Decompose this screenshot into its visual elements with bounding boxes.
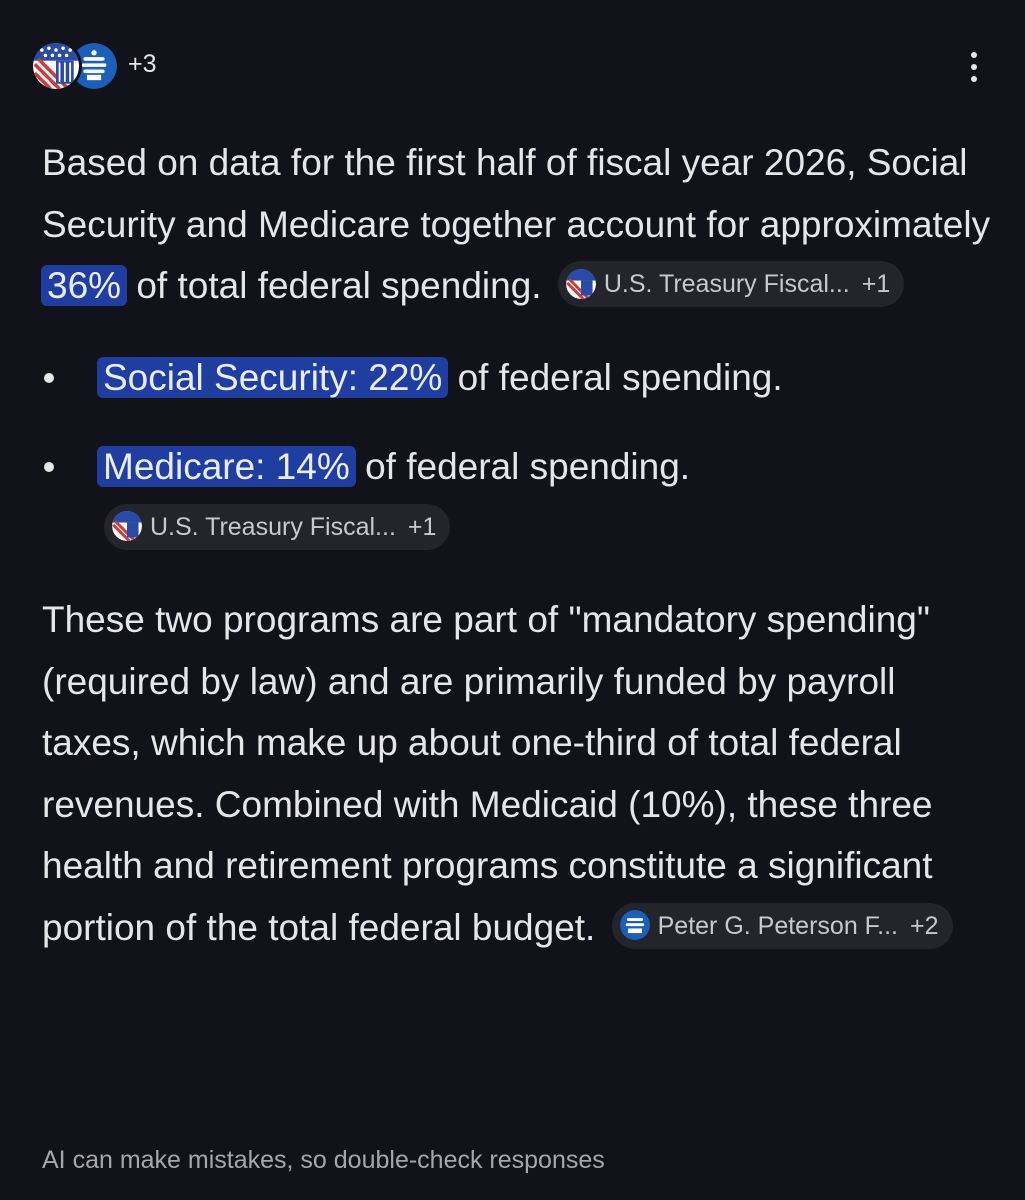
citation-chip-treasury[interactable]	[104, 504, 450, 550]
citation-chip-treasury[interactable]	[558, 261, 904, 307]
citation-label: U.S. Treasury Fiscal...	[150, 512, 396, 541]
body-paragraph	[42, 589, 992, 958]
citation-label: U.S. Treasury Fiscal...	[603, 270, 850, 299]
bullet-list	[42, 347, 992, 560]
response-header	[30, 36, 990, 96]
intro-text-before: Based on data for the first half of fiscal year 2026, Social Security and Medicare together account for approximately	[42, 142, 991, 245]
citation-count: +1	[407, 512, 437, 541]
bullet-text: of federal spending.	[447, 356, 783, 398]
ai-disclaimer: AI can make mistakes, so double-check responses	[42, 1146, 605, 1174]
source-count[interactable]: +3	[128, 50, 157, 78]
treasury-seal-icon	[30, 40, 82, 92]
treasury-seal-icon	[566, 269, 596, 299]
peterson-foundation-icon	[620, 910, 650, 940]
citation-chip-peterson[interactable]	[612, 903, 953, 949]
citation-count: +1	[861, 270, 891, 299]
citation-label: Peter G. Peterson F...	[657, 911, 899, 940]
ai-response	[42, 132, 992, 958]
highlight-social-security[interactable]: Social Security: 22%	[97, 357, 448, 398]
bullet-text: of federal spending.	[354, 446, 691, 487]
source-avatars[interactable]	[30, 36, 130, 96]
list-item-medicare	[42, 436, 992, 559]
more-options-icon[interactable]	[964, 50, 984, 84]
bullet-dot	[44, 373, 54, 383]
citation-count: +2	[910, 911, 939, 940]
highlight-medicare[interactable]: Medicare: 14%	[97, 446, 356, 487]
body-text: These two programs are part of "mandatory spending" (required by law) and are primarily funded by payroll taxes, which make up about one-third of total federal revenues. Combined with Medicaid (10%), these three health and retirement programs constitute a significant portion of the total federal budget.	[42, 599, 933, 948]
highlight-36-percent[interactable]: 36%	[41, 265, 127, 306]
bullet-dot	[44, 462, 54, 472]
treasury-seal-icon	[112, 511, 142, 541]
list-item-social-security	[42, 347, 992, 409]
intro-text-after: of total federal spending.	[126, 265, 542, 306]
intro-paragraph	[42, 132, 992, 317]
